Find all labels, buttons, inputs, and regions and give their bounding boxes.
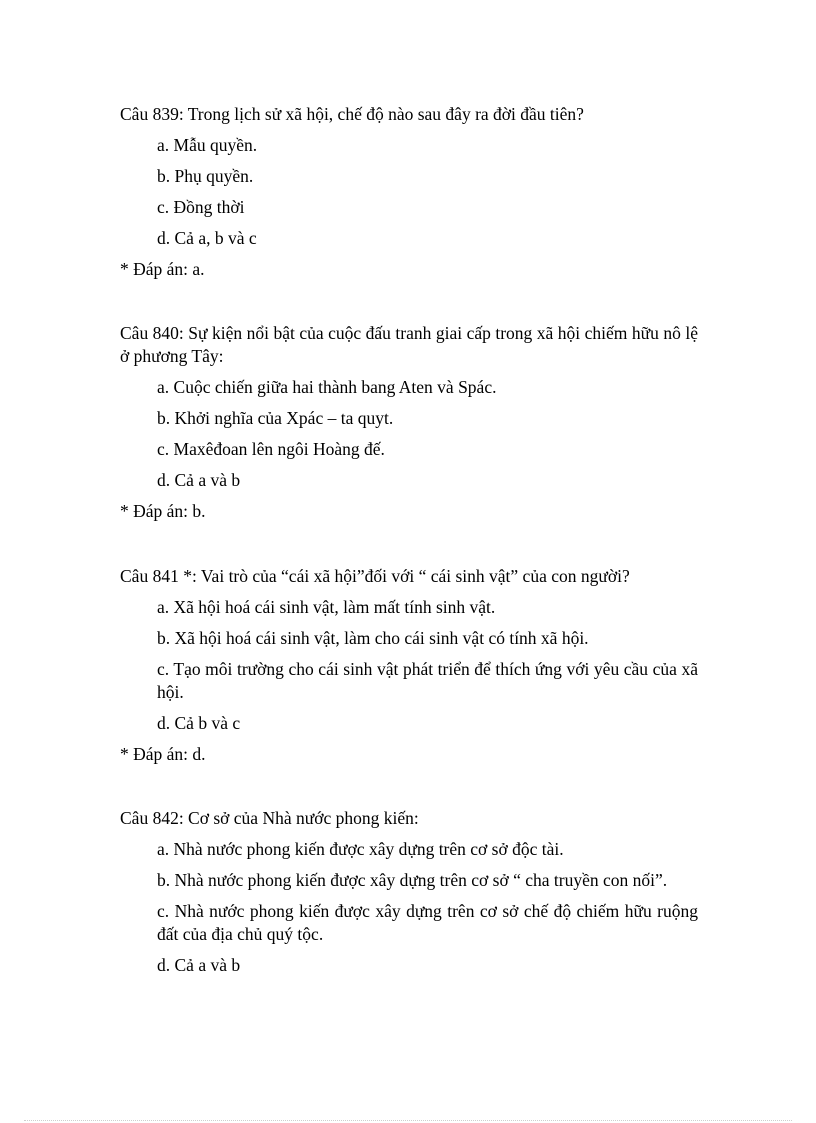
question-stem: Câu 841 *: Vai trò của “cái xã hội”đối với “ cái sinh vật” của con người? xyxy=(120,566,630,586)
option-b: b. Phụ quyền. xyxy=(157,166,254,186)
options-list xyxy=(120,838,698,977)
option-a: a. Xã hội hoá cái sinh vật, làm mất tính sinh vật. xyxy=(157,597,496,617)
answer-line: * Đáp án: b. xyxy=(120,501,206,521)
option-d: d. Cả a và b xyxy=(157,955,241,975)
options-list xyxy=(120,376,698,492)
question-stem: Câu 842: Cơ sở của Nhà nước phong kiến: xyxy=(120,808,419,828)
question-841 xyxy=(120,565,698,766)
option-c: c. Nhà nước phong kiến được xây dựng trên cơ sở chế độ chiếm hữu ruộng đất của địa chủ quý tộc. xyxy=(157,901,698,944)
page-bottom-rule xyxy=(24,1120,792,1121)
option-d: d. Cả a, b và c xyxy=(157,228,257,248)
question-842 xyxy=(120,807,698,977)
option-c: c. Maxêđoan lên ngôi Hoàng đế. xyxy=(157,439,385,459)
option-a: a. Cuộc chiến giữa hai thành bang Aten và Spác. xyxy=(157,377,497,397)
option-d: d. Cả a và b xyxy=(157,470,241,490)
option-a: a. Mẫu quyền. xyxy=(157,135,258,155)
option-b: b. Xã hội hoá cái sinh vật, làm cho cái sinh vật có tính xã hội. xyxy=(157,628,589,648)
option-a: a. Nhà nước phong kiến được xây dựng trên cơ sở độc tài. xyxy=(157,839,564,859)
option-b: b. Nhà nước phong kiến được xây dựng trên cơ sở “ cha truyền con nối”. xyxy=(157,870,668,890)
option-c: c. Đồng thời xyxy=(157,197,245,217)
option-b: b. Khởi nghĩa của Xpác – ta quyt. xyxy=(157,408,394,428)
options-list xyxy=(120,596,698,735)
option-c: c. Tạo môi trường cho cái sinh vật phát triển để thích ứng với yêu cầu của xã hội. xyxy=(157,659,698,702)
question-840 xyxy=(120,322,698,523)
question-839 xyxy=(120,103,698,281)
answer-line: * Đáp án: d. xyxy=(120,744,206,764)
option-d: d. Cả b và c xyxy=(157,713,241,733)
options-list xyxy=(120,134,698,250)
question-stem: Câu 839: Trong lịch sử xã hội, chế độ nào sau đây ra đời đầu tiên? xyxy=(120,104,584,124)
answer-line: * Đáp án: a. xyxy=(120,259,205,279)
question-stem: Câu 840: Sự kiện nổi bật của cuộc đấu tranh giai cấp trong xã hội chiếm hữu nô lệ ở phương Tây: xyxy=(120,323,698,366)
